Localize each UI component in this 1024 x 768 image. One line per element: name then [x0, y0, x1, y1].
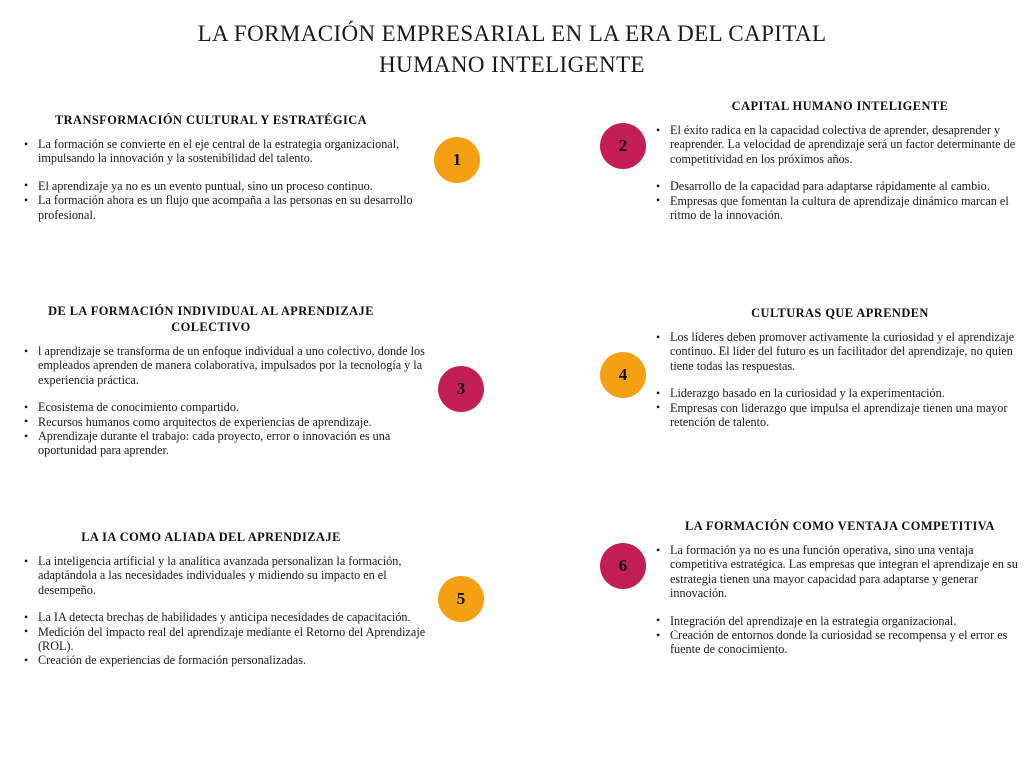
list-item: • Empresas que fomentan la cultura de aprendizaje dinámico marcan el ritmo de la innovación.	[670, 194, 1024, 223]
list-item: • Aprendizaje durante el trabajo: cada proyecto, error o innovación es una oportunidad para aprender.	[38, 429, 438, 458]
list-item: • El aprendizaje ya no es un evento puntual, sino un proceso continuo.	[38, 179, 430, 193]
section-2-heading: CAPITAL HUMANO INTELIGENTE	[731, 99, 949, 113]
section-2	[600, 98, 1024, 222]
section-5	[14, 529, 484, 668]
list-item: • Creación de experiencias de formación personalizadas.	[38, 653, 438, 667]
list-item: • Ecosistema de conocimiento compartido.	[38, 400, 438, 414]
list-item: • La IA detecta brechas de habilidades y anticipa necesidades de capacitación.	[38, 610, 438, 624]
list-item: • El éxito radica en la capacidad colectiva de aprender, desaprender y reaprender. La velocidad de aprendizaje será un factor determinante de competitividad en los próximos años.	[670, 123, 1024, 166]
list-item: • La inteligencia artificial y la analítica avanzada personalizan la formación, adaptándola a las necesidades individuales y midiendo su impacto en el desempeño.	[38, 554, 438, 597]
section-3-badge-slot	[438, 344, 484, 412]
section-5-badge-slot	[438, 554, 484, 622]
section-4	[600, 305, 1024, 429]
section-5-body	[14, 554, 484, 668]
section-5-text-column	[14, 554, 438, 668]
section-3-text-column	[14, 344, 438, 458]
list-item: • Recursos humanos como arquitectos de experiencias de aprendizaje.	[38, 415, 438, 429]
section-1-heading: TRANSFORMACIÓN CULTURAL Y ESTRATÉGICA	[54, 113, 368, 127]
section-4-badge-slot	[600, 330, 646, 398]
section-3-bullet-list	[14, 344, 438, 458]
page-title-line-1: LA FORMACIÓN EMPRESARIAL EN LA ERA DEL CAPITAL	[197, 21, 827, 46]
section-1-badge-slot	[430, 137, 484, 183]
section-3-heading: DE LA FORMACIÓN INDIVIDUAL AL APRENDIZAJE COLECTIVO	[48, 304, 374, 334]
page-title	[0, 18, 1024, 80]
section-6-heading: LA FORMACIÓN COMO VENTAJA COMPETITIVA	[685, 519, 995, 533]
section-4-heading: CULTURAS QUE APRENDEN	[751, 306, 929, 320]
section-4-text-column	[646, 330, 1024, 429]
section-6-bullet-list	[646, 543, 1024, 657]
list-item: • Empresas con liderazgo que impulsa el aprendizaje tienen una mayor retención de talento.	[670, 401, 1024, 430]
section-3-number-badge: 3	[438, 366, 484, 412]
section-6-body	[600, 543, 1024, 657]
section-6-badge-slot	[600, 543, 646, 589]
list-item: • Los líderes deben promover activamente la curiosidad y el aprendizaje continuo. El líder del futuro es un facilitador del aprendizaje, no quien tiene todas las respuestas.	[670, 330, 1024, 373]
section-2-bullet-list	[646, 123, 1024, 222]
section-6-text-column	[646, 543, 1024, 657]
section-6-number-badge: 6	[600, 543, 646, 589]
section-4-bullet-list	[646, 330, 1024, 429]
section-1	[14, 112, 484, 222]
section-1-bullet-list	[14, 137, 430, 222]
list-item: • Integración del aprendizaje en la estrategia organizacional.	[670, 614, 1024, 628]
section-2-number-badge: 2	[600, 123, 646, 169]
list-item: • Liderazgo basado en la curiosidad y la experimentación.	[670, 386, 1024, 400]
page-title-line-2: HUMANO INTELIGENTE	[379, 52, 645, 77]
section-3-body	[14, 344, 484, 458]
section-2-body	[600, 123, 1024, 222]
list-item: • La formación ya no es una función operativa, sino una ventaja competitiva estratégica. Las empresas que integran el aprendizaje en su estrategia tienen una mayor capacidad para adaptarse y generar innovación.	[670, 543, 1024, 601]
section-4-body	[600, 330, 1024, 429]
section-2-text-column	[646, 123, 1024, 222]
list-item: • l aprendizaje se transforma de un enfoque individual a uno colectivo, donde los empleados aprenden de manera colaborativa, impulsados por la tecnología y la experiencia práctica.	[38, 344, 438, 387]
section-5-heading: LA IA COMO ALIADA DEL APRENDIZAJE	[81, 530, 341, 544]
section-5-bullet-list	[14, 554, 438, 668]
list-item: • La formación se convierte en el eje central de la estrategia organizacional, impulsando la innovación y la sostenibilidad del talento.	[38, 137, 430, 166]
section-4-number-badge: 4	[600, 352, 646, 398]
section-2-badge-slot	[600, 123, 646, 169]
section-1-text-column	[14, 137, 430, 222]
section-3	[14, 303, 484, 458]
section-5-number-badge: 5	[438, 576, 484, 622]
list-item: • Medición del impacto real del aprendizaje mediante el Retorno del Aprendizaje (ROL).	[38, 625, 438, 654]
section-6	[600, 518, 1024, 657]
list-item: • Desarrollo de la capacidad para adaptarse rápidamente al cambio.	[670, 179, 1024, 193]
section-1-number-badge: 1	[434, 137, 480, 183]
list-item: • La formación ahora es un flujo que acompaña a las personas en su desarrollo profesional.	[38, 193, 430, 222]
list-item: • Creación de entornos donde la curiosidad se recompensa y el error es fuente de conocimiento.	[670, 628, 1024, 657]
section-1-body	[14, 137, 484, 222]
